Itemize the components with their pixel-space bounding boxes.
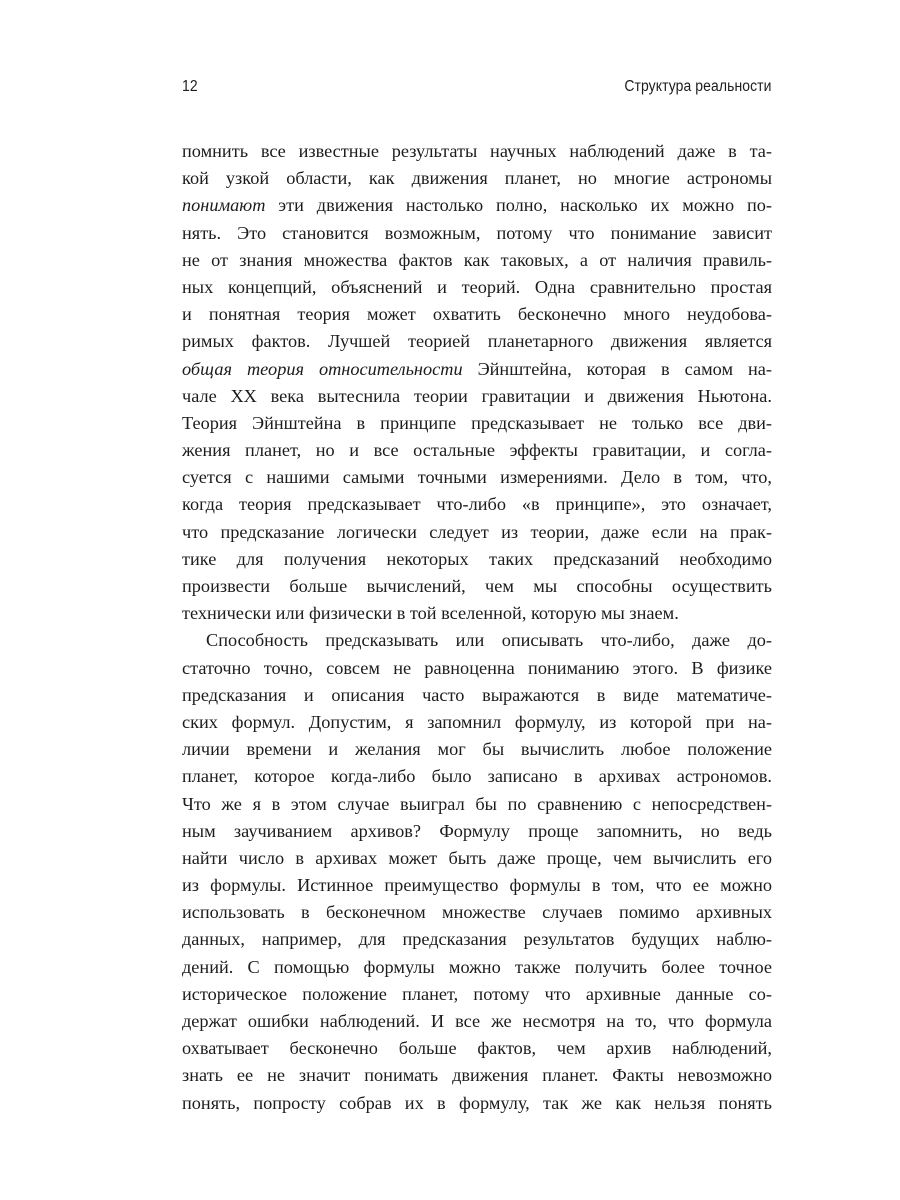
text-segment: суется с нашими самыми точными измерениями. Дело в том, что,: [182, 467, 772, 488]
text-segment: данных, например, для предсказания результатов будущих наблю-: [182, 929, 772, 950]
text-line: [182, 763, 772, 790]
text-line: [182, 1062, 772, 1089]
text-line: [182, 791, 772, 818]
text-segment: кой узкой области, как движения планет, но многие астрономы: [182, 168, 772, 189]
text-line: [182, 301, 772, 328]
text-segment: понять, попросту собрав их в формулу, так же как нельзя понять: [182, 1092, 772, 1113]
text-line: [182, 818, 772, 845]
text-line: [182, 220, 772, 247]
text-segment: Теория Эйнштейна в принципе предсказывает не только все дви-: [182, 412, 772, 433]
text-segment: дений. С помощью формулы можно также получить более точное: [182, 956, 772, 977]
text-line: [182, 1035, 772, 1062]
text-line: [182, 165, 772, 192]
text-line: [182, 437, 772, 464]
text-segment: тике для получения некоторых таких предсказаний необходимо: [182, 548, 772, 569]
text-line: [182, 356, 772, 383]
text-segment: держат ошибки наблюдений. И все же несмотря на то, что формула: [182, 1011, 772, 1031]
text-segment: историческое положение планет, потому что архивные данные со-: [182, 983, 772, 1004]
text-segment: охватывает бесконечно больше фактов, чем архив наблюдений,: [182, 1038, 772, 1059]
text-line: [182, 1008, 772, 1035]
text-segment: и понятная теория может охватить бесконечно много неудобова-: [182, 304, 772, 325]
text-segment: предсказания и описания часто выражаются в виде математиче-: [182, 684, 772, 705]
text-segment: ных концепций, объяснений и теорий. Одна сравнительно простая: [182, 276, 772, 297]
text-segment: Что же я в этом случае выиграл бы по сравнению с непосредствен-: [182, 793, 772, 814]
text-segment: ских формул. Допустим, я запомнил формулу, из которой при на-: [182, 711, 772, 732]
text-segment: знать ее не значит понимать движения планет. Факты невозможно: [182, 1065, 772, 1086]
book-title: Структура реальности: [624, 78, 772, 95]
text-line: [182, 600, 772, 627]
text-line: [182, 546, 772, 573]
text-segment: использовать в бесконечном множестве случаев помимо архивных: [182, 902, 772, 923]
text-segment: Эйнштейна, которая в самом на-: [462, 358, 773, 379]
text-segment: чале XX века вытеснила теории гравитации и движения Ньютона.: [182, 385, 772, 406]
text-line: [182, 192, 772, 219]
text-segment: ным заучиванием архивов? Формулу проще запомнить, но ведь: [182, 820, 772, 841]
text-line: [182, 491, 772, 518]
text-line: [182, 954, 772, 981]
text-line: [182, 655, 772, 682]
paragraph: [182, 138, 772, 627]
running-head: [182, 78, 772, 102]
text-segment: статочно точно, совсем не равноценна пониманию этого. В физике: [182, 657, 772, 678]
text-line: [182, 410, 772, 437]
text-line: [182, 464, 772, 491]
text-line: [182, 138, 772, 165]
text-segment: найти число в архивах может быть даже проще, чем вычислить его: [182, 847, 772, 868]
text-line: [182, 899, 772, 926]
text-line: [182, 872, 772, 899]
text-line: [182, 1090, 772, 1117]
text-line: [182, 519, 772, 546]
italic-term: понимают: [182, 195, 266, 216]
text-line: [182, 328, 772, 355]
page-number: 12: [182, 78, 198, 95]
text-segment: эти движения настолько полно, насколько их можно по-: [265, 195, 772, 216]
text-line: [182, 981, 772, 1008]
text-line: [182, 247, 772, 274]
text-line: [182, 709, 772, 736]
text-segment: Способность предсказывать или описывать что-либо, даже до-: [206, 630, 772, 651]
text-line: [182, 682, 772, 709]
text-line: [182, 845, 772, 872]
text-segment: нять. Это становится возможным, потому что понимание зависит: [182, 222, 772, 243]
text-segment: жения планет, но и все остальные эффекты гравитации, и согла-: [182, 440, 772, 461]
text-segment: произвести больше вычислений, чем мы способны осуществить: [182, 576, 772, 596]
text-segment: римых фактов. Лучшей теорией планетарного движения является: [182, 331, 772, 352]
text-segment: помнить все известные результаты научных наблюдений даже в та-: [182, 141, 772, 161]
text-line: [182, 274, 772, 301]
text-segment: личии времени и желания мог бы вычислить любое положение: [182, 739, 772, 760]
text-line: [182, 573, 772, 600]
italic-term: общая теория относительности: [182, 358, 463, 379]
text-line: [182, 627, 772, 654]
text-line: [182, 383, 772, 410]
text-segment: не от знания множества фактов как таковых, а от наличия правиль-: [182, 249, 772, 270]
text-line: [182, 736, 772, 763]
text-segment: технически или физически в той вселенной, которую мы знаем.: [182, 603, 679, 624]
text-segment: из формулы. Истинное преимущество формулы в том, что ее можно: [182, 875, 772, 896]
paragraph: [182, 627, 772, 1116]
text-segment: когда теория предсказывает что-либо «в принципе», это означает,: [182, 494, 772, 515]
body-text: [182, 138, 772, 1117]
text-segment: что предсказание логически следует из теории, даже если на прак-: [182, 521, 772, 542]
text-segment: планет, которое когда-либо было записано в архивах астрономов.: [182, 766, 772, 787]
text-line: [182, 926, 772, 953]
